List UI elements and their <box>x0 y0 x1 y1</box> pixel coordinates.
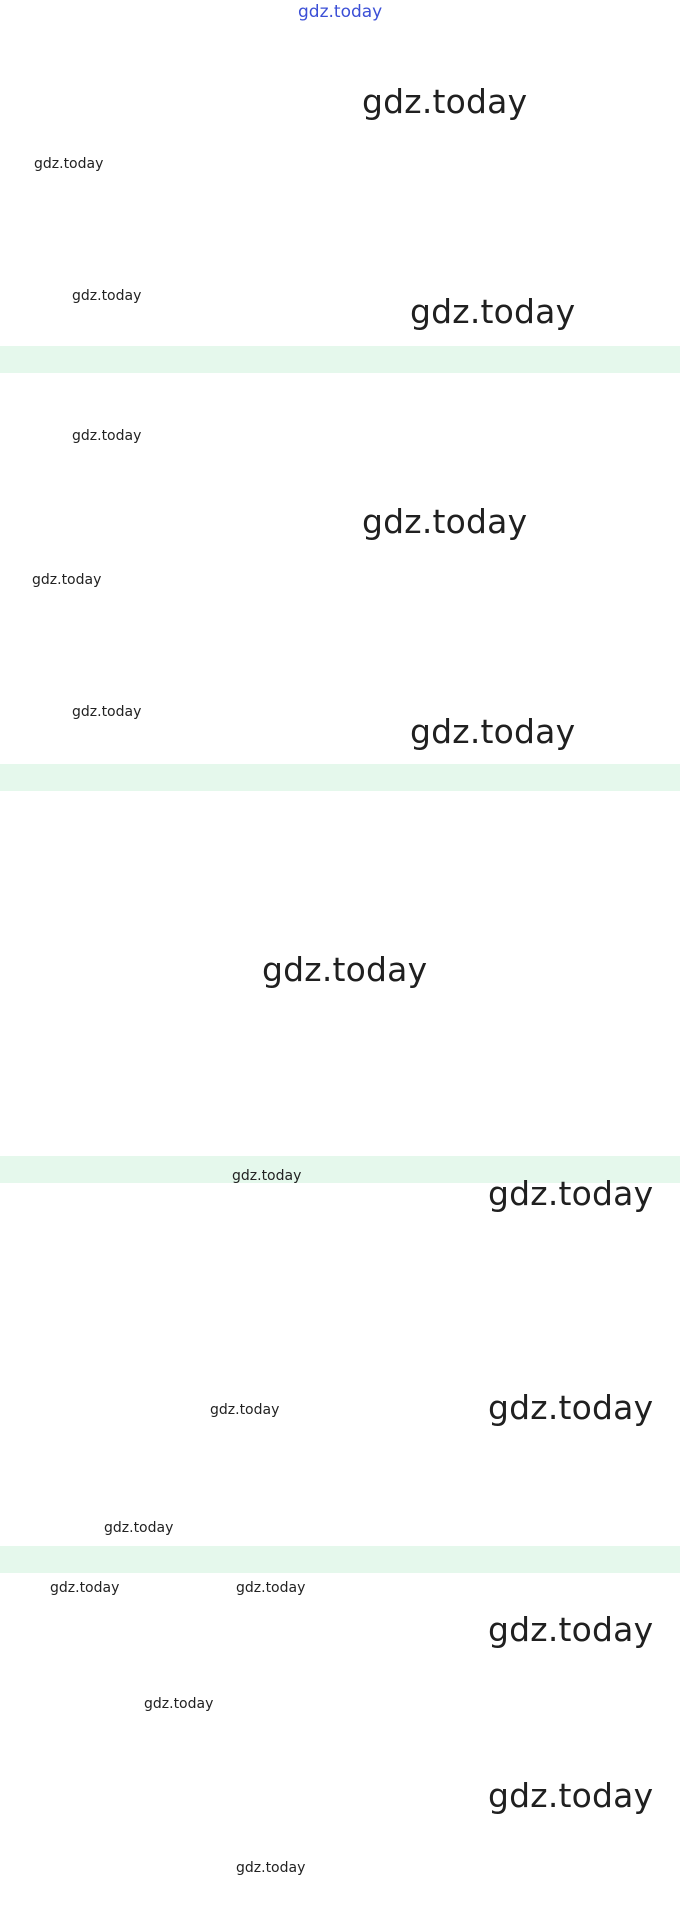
watermark: gdz.today <box>236 1860 306 1876</box>
watermark: gdz.today <box>410 712 576 751</box>
watermark: gdz.today <box>32 572 102 588</box>
watermark: gdz.today <box>210 1402 280 1418</box>
watermark: gdz.today <box>72 704 142 720</box>
watermark: gdz.today <box>488 1174 654 1213</box>
watermark: gdz.today <box>104 1520 174 1536</box>
watermark: gdz.today <box>34 156 104 172</box>
result-highlight <box>0 764 680 791</box>
watermark: gdz.today <box>488 1610 654 1649</box>
watermark: gdz.today <box>236 1580 306 1596</box>
watermark: gdz.today <box>72 428 142 444</box>
result-highlight <box>0 346 680 373</box>
watermark: gdz.today <box>144 1696 214 1712</box>
watermark: gdz.today <box>298 2 383 22</box>
watermark: gdz.today <box>488 1776 654 1815</box>
watermark: gdz.today <box>50 1580 120 1596</box>
watermark: gdz.today <box>262 950 428 989</box>
watermark: gdz.today <box>362 82 528 121</box>
watermark: gdz.today <box>232 1168 302 1184</box>
result-highlight <box>0 1546 680 1573</box>
watermark: gdz.today <box>72 288 142 304</box>
watermark: gdz.today <box>362 502 528 541</box>
watermark: gdz.today <box>488 1388 654 1427</box>
watermark: gdz.today <box>410 292 576 331</box>
